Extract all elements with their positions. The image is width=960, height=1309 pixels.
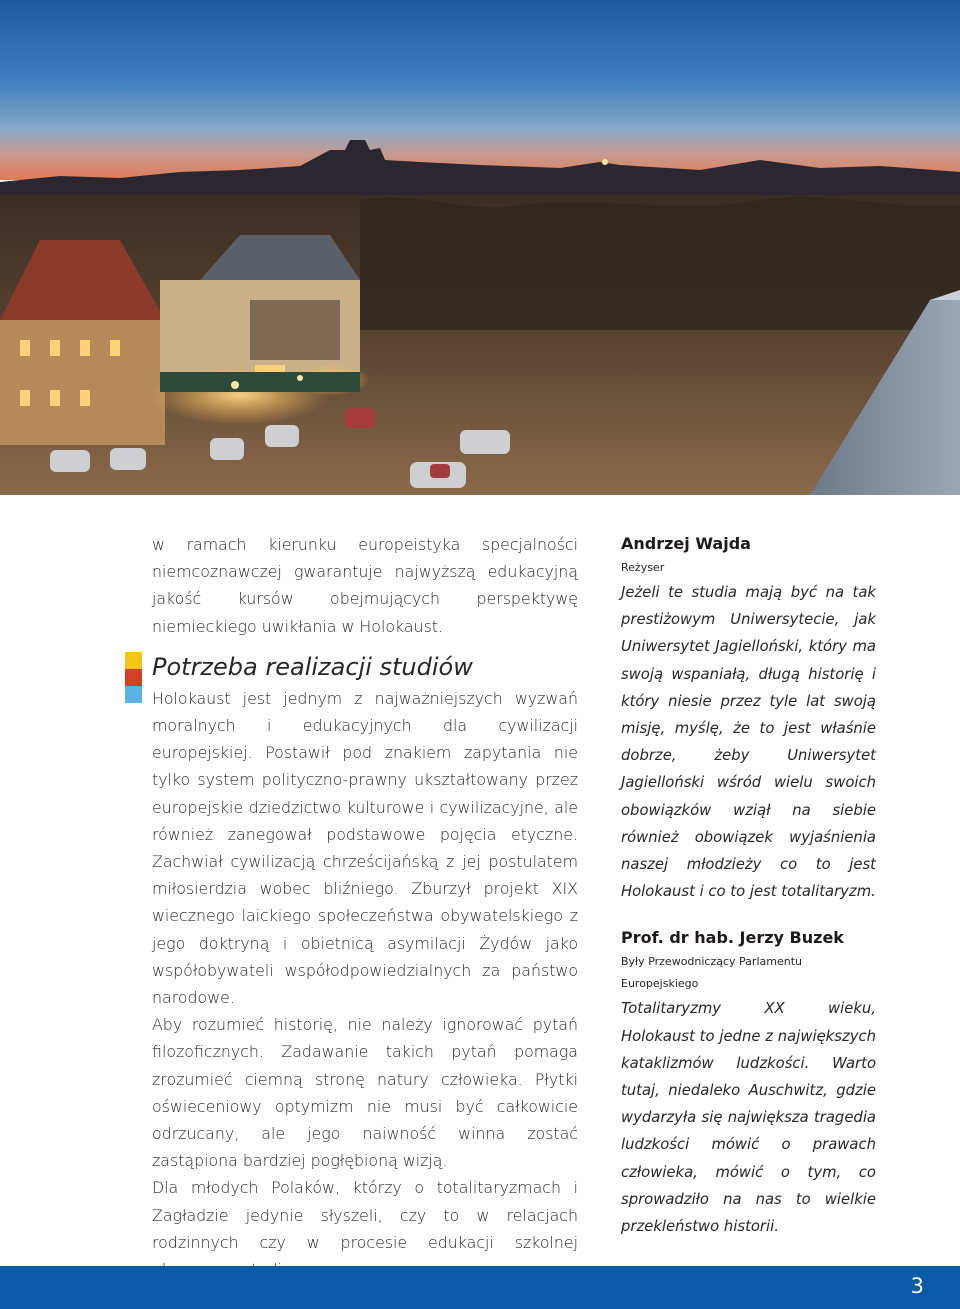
body-paragraph: Aby rozumieć historię, nie należy ignorować pytań filozoficznych. Zadawanie takich pytań pomaga zrozumieć ciemną stronę natury człowieka. Płytki oświeceniowy optymizm nie musi być całkowicie odrzucany, ale jego naiwność winna zostać zastąpiona bardziej pogłębioną wizją. <box>152 1015 578 1171</box>
section-title: Potrzeba realizacji studiów <box>152 652 473 681</box>
person-role: Reżyser <box>621 561 665 574</box>
marker-yellow <box>125 652 142 669</box>
page-number: 3 <box>910 1274 924 1298</box>
quote-block-buzek <box>621 925 876 1240</box>
quote-text: Jeżeli te studia mają być na tak prestiżowym Uniwersytecie, jak Uniwersytet Jagielloński, który ma swoją wspaniałą, długą historię i który niesie przez tyle lat swoją misję, myślę, że to jest właśnie dobrze, żeby Uniwersytet Jagielloński wśród wielu swoich obowiązków wziął na siebie również obowiązek wyjaśnienia naszej młodzieży co to jest Holokaust i co to jest totalitaryzm. <box>621 584 876 901</box>
main-column <box>152 531 578 1283</box>
person-name: Prof. dr hab. Jerzy Buzek <box>621 928 844 948</box>
intro-paragraph: w ramach kierunku europeistyka specjalności niemcoznawczej gwarantuje najwyższą edukacyjną jakość kursów obejmujących perspektywę niemieckiego uwikłania w Holokaust. <box>152 535 578 636</box>
body-paragraph: Dla młodych Polaków, którzy o totalitaryzmach i Zagładzie jedynie słyszeli, czy to w relacjach rodzinnych czy w procesie edukacji szkolnej <box>152 1178 578 1252</box>
body-paragraph: Holokaust jest jednym z najważniejszych wyzwań moralnych i edukacyjnych dla cywilizacji europejskiej. Postawił pod znakiem zapytania nie tylko system polityczno-prawny ukształtowany przez europejskie dziedzictwo kulturowe i cywilizacyjne, ale również zanegował podstawowe pojęcia etyczne. Zachwiał cywilizacją chrześcijańską z jej postulatem miłosierdzia wobec bliźniego. Zburzył projekt XIX wiecznego laickiego społeczeństwa obywatelskiego z jego doktryną i obietnicą asymilacji Żydów jako współobywateli współodpowiedzialnych za państwo narodowe. <box>152 688 578 1008</box>
marker-blue <box>125 686 142 703</box>
section-color-markers <box>125 652 142 703</box>
footer-bar <box>0 1266 960 1309</box>
city-dusk-photo <box>0 0 960 495</box>
section-need <box>152 652 578 1283</box>
marker-red <box>125 669 142 686</box>
quote-block-wajda <box>621 531 876 905</box>
quote-text: Totalitaryzmy XX wieku, Holokaust to jedne z największych kataklizmów ludzkości. Warto tutaj, niedaleko Auschwitz, gdzie wydarzyła się największa tragedia ludzkości mówić o prawach człowieka, mówić o tym, co sprowadziło na nas to wielkie przekleństwo historii. <box>621 1000 876 1236</box>
header-photo <box>0 0 960 495</box>
quotes-column <box>621 531 876 1240</box>
person-role: Były Przewodniczący Parlamentu Europejskiego <box>621 955 802 991</box>
person-name: Andrzej Wajda <box>621 534 751 553</box>
